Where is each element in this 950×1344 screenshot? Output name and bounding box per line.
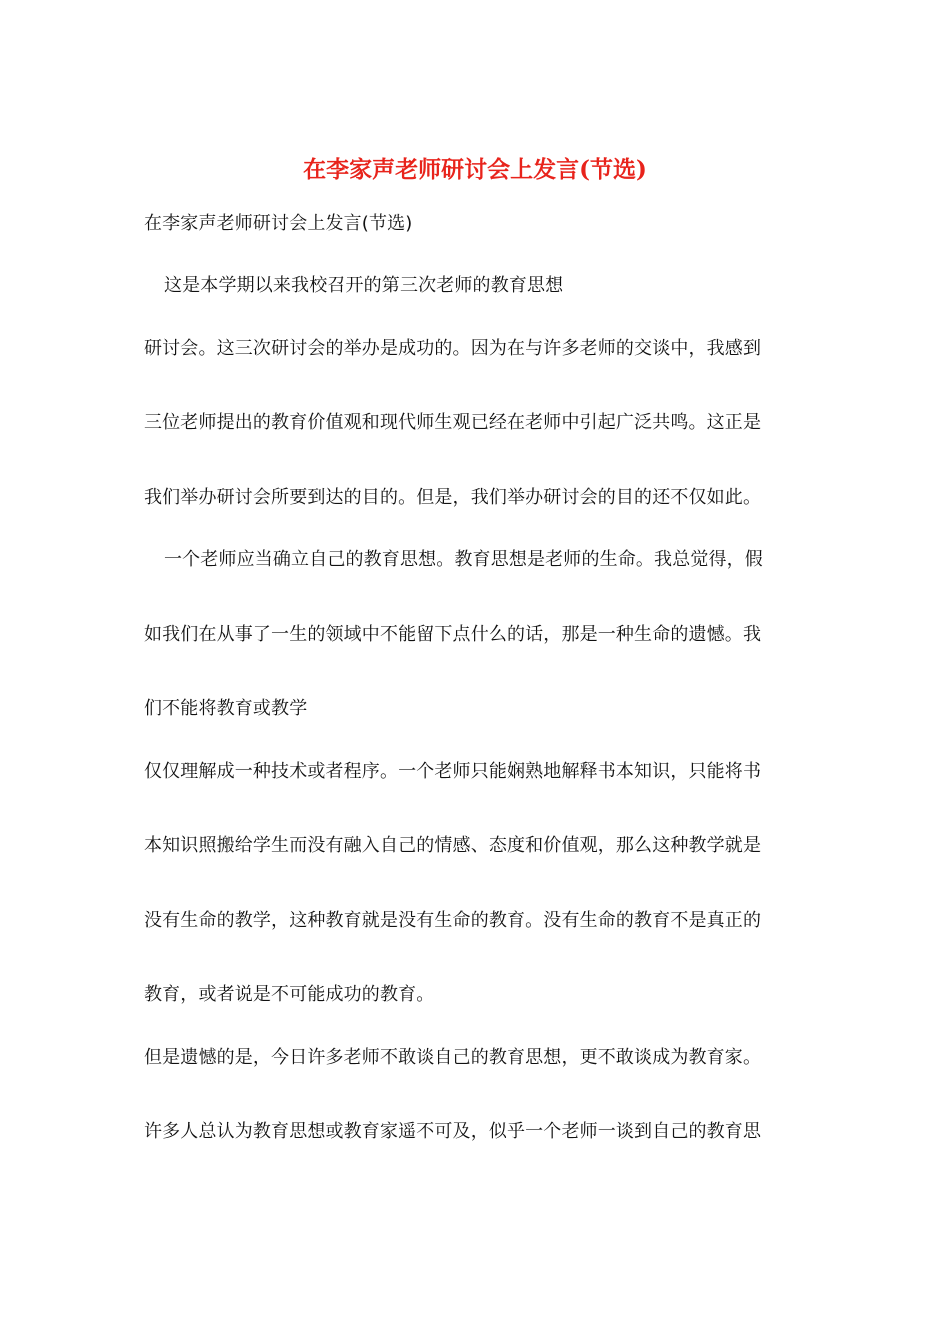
document-title: 在李家声老师研讨会上发言(节选) xyxy=(303,156,647,183)
paragraph-line: 一个老师应当确立自己的教育思想。教育思想是老师的生命。我总觉得，假 xyxy=(164,549,763,570)
paragraph-line: 们不能将教育或教学 xyxy=(144,698,308,719)
subtitle-line: 在李家声老师研讨会上发言(节选) xyxy=(144,213,413,234)
paragraph-line: 这是本学期以来我校召开的第三次老师的教育思想 xyxy=(164,275,564,296)
paragraph-line: 三位老师提出的教育价值观和现代师生观已经在老师中引起广泛共鸣。这正是 xyxy=(144,412,762,433)
paragraph-line: 研讨会。这三次研讨会的举办是成功的。因为在与许多老师的交谈中，我感到 xyxy=(144,338,762,359)
paragraph-line: 教育，或者说是不可能成功的教育。 xyxy=(144,984,435,1005)
paragraph-line: 仅仅理解成一种技术或者程序。一个老师只能娴熟地解释书本知识，只能将书 xyxy=(144,761,762,782)
paragraph-line: 许多人总认为教育思想或教育家遥不可及，似乎一个老师一谈到自己的教育思 xyxy=(144,1121,762,1142)
paragraph-line: 本知识照搬给学生而没有融入自己的情感、态度和价值观，那么这种教学就是 xyxy=(144,835,762,856)
paragraph-line: 没有生命的教学，这种教育就是没有生命的教育。没有生命的教育不是真正的 xyxy=(144,910,762,931)
paragraph-line: 但是遗憾的是，今日许多老师不敢谈自己的教育思想，更不敢谈成为教育家。 xyxy=(144,1047,762,1068)
paragraph-line: 如我们在从事了一生的领域中不能留下点什么的话，那是一种生命的遗憾。我 xyxy=(144,624,762,645)
paragraph-line: 我们举办研讨会所要到达的目的。但是，我们举办研讨会的目的还不仅如此。 xyxy=(144,487,762,508)
